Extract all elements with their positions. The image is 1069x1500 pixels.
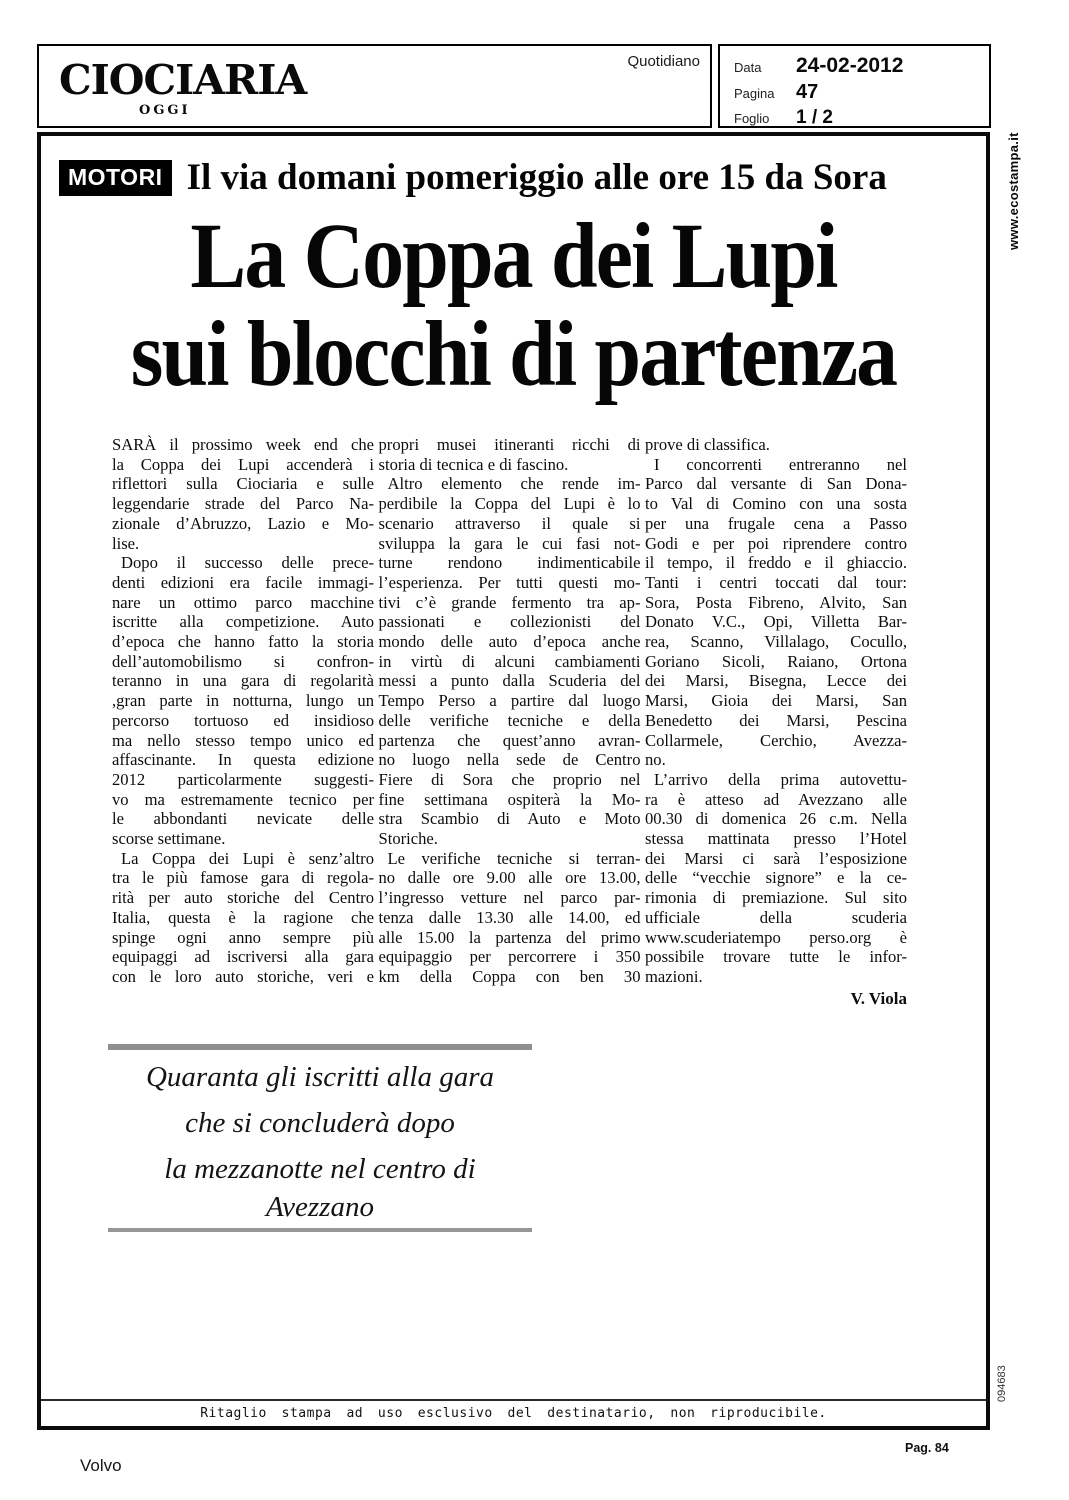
- clipping-code: 094683: [996, 1365, 1008, 1402]
- author-byline: V. Viola: [850, 988, 907, 1008]
- publication-type-label: Quotidiano: [627, 53, 700, 70]
- article-line: Collarmele, Cerchio, Avezza-: [645, 730, 907, 750]
- article-line: con le loro auto storiche, veri e: [112, 966, 374, 986]
- article-line: Sora, Posta Fibreno, Alvito, San: [645, 592, 907, 612]
- article-body: [112, 435, 907, 1009]
- article-line: zionale d’Abruzzo, Lazio e Mo-: [112, 513, 374, 533]
- date-value: 24-02-2012: [796, 54, 904, 77]
- sheet-label: Foglio: [734, 111, 770, 126]
- article-line: partenza che quest’anno avran-: [378, 730, 641, 750]
- article-line: propri musei itineranti ricchi di: [378, 435, 641, 454]
- article-line: dei Marsi ci sarà l’esposizione: [645, 848, 907, 868]
- article-line: sviluppa la gara le cui fasi not-: [378, 533, 641, 553]
- article-line: in virtù di alcuni cambiamenti: [378, 651, 641, 671]
- article-column-2: [379, 435, 641, 1009]
- pull-quote-bottom-rule: [108, 1228, 532, 1232]
- article-line: tra le più famose gara di regola-: [112, 868, 374, 888]
- article-line: d’epoca che hanno fatto la storia: [112, 632, 374, 652]
- article-line: Godi e per poi riprendere contro: [645, 533, 907, 553]
- article-line: Benedetto dei Marsi, Pescina: [645, 710, 907, 730]
- article-line: Tempo Perso a partire dal luogo: [378, 691, 641, 711]
- article-line: mazioni.: [645, 966, 703, 986]
- article-line: Altro elemento che rende im-: [387, 474, 641, 494]
- article-line: storia di tecnica e di fascino.: [378, 454, 569, 474]
- article-line: iscritte alla competizione. Auto: [112, 612, 374, 632]
- article-line: no.: [645, 750, 666, 770]
- article-line: to Val di Comino con una sosta: [645, 494, 907, 514]
- article-line: rimonia di premiazione. Sul sito: [645, 888, 907, 908]
- article-line: leggendarie strade del Parco Na-: [112, 494, 374, 514]
- article-line: perdibile la Coppa del Lupi è lo: [378, 494, 641, 514]
- clipping-meta-box: [718, 44, 991, 128]
- article-line: la Coppa dei Lupi accenderà i: [112, 454, 374, 474]
- article-line: lise.: [112, 533, 140, 553]
- article-line: delle verifiche tecniche e della: [378, 710, 641, 730]
- article-line: teranno in una gara di regolarità: [112, 671, 374, 691]
- masthead-box: [37, 44, 712, 128]
- article-line: mondo delle auto d’epoca anche: [378, 632, 641, 652]
- pull-quote: [108, 1044, 532, 1232]
- article-line: Le verifiche tecniche si terran-: [387, 848, 641, 868]
- article-line: l’esperienza. Per tutti questi mo-: [378, 572, 641, 592]
- meta-row-page: [734, 81, 989, 104]
- article-line: Storiche.: [378, 829, 438, 849]
- article-line: I concorrenti entreranno nel: [654, 454, 907, 474]
- headline-line-1: La Coppa dei Lupi: [190, 205, 837, 308]
- article-line: affascinante. In questa edizione: [112, 750, 374, 770]
- article-line: messi a punto dalla Scuderia del: [378, 671, 641, 691]
- article-line: ra è atteso ad Avezzano alle: [645, 789, 907, 809]
- article-line: dei Marsi, Bisegna, Lecce dei: [645, 671, 907, 691]
- article-line: no luogo nella sede de Centro: [378, 750, 641, 770]
- article-line: tivi c’è grande fermento tra ap-: [378, 592, 641, 612]
- article-line: percorso tortuoso ed insidioso: [112, 710, 374, 730]
- article-line: rea, Scanno, Villalago, Cocullo,: [645, 632, 907, 652]
- article-line: Donato V.C., Opi, Villetta Bar-: [645, 612, 907, 632]
- article-line: Parco dal versante di San Dona-: [645, 474, 907, 494]
- article-line: stessa mattinata presso l’Hotel: [645, 829, 907, 849]
- article-line: 00.30 di domenica 26 c.m. Nella: [645, 809, 907, 829]
- article-line: ma nello stesso tempo unico ed: [112, 730, 374, 750]
- article-line: scenario attraverso il quale si: [378, 513, 641, 533]
- article-line: l’ingresso vetture nel parco par-: [378, 888, 641, 908]
- pull-quote-line-1: Quaranta gli iscritti alla gara: [145, 1061, 495, 1093]
- section-tag: MOTORI: [59, 160, 172, 196]
- article-line: fine settimana ospiterà la Mo-: [378, 789, 641, 809]
- article-line: Dopo il successo delle prece-: [121, 553, 374, 573]
- sheet-value: 1 / 2: [796, 107, 833, 128]
- date-label: Data: [734, 60, 762, 75]
- pull-quote-line-2: che si concluderà dopo: [185, 1107, 455, 1139]
- main-headline: [41, 205, 986, 406]
- article-column-1: [112, 435, 374, 1009]
- headline-line-2: sui blocchi di partenza: [130, 303, 897, 406]
- dossier-page-ref: Pag. 84: [905, 1441, 949, 1455]
- article-line: passionati e collezionisti del: [378, 612, 641, 632]
- article-line: spinge ogni anno sempre più: [112, 927, 374, 947]
- pull-quote-top-rule: [108, 1044, 532, 1050]
- article-line: il tempo, il freddo e il ghiaccio.: [645, 553, 907, 573]
- article-line: alle 15.00 la partenza del primo: [378, 927, 641, 947]
- article-line: rità per auto storiche del Centro: [112, 888, 374, 908]
- article-line: stra Scambio di Auto e Moto: [378, 809, 641, 829]
- article-line: vo ma estremamente tecnico per: [112, 789, 374, 809]
- article-line: Fiere di Sora che proprio nel: [378, 769, 641, 789]
- article-line: equipaggio per percorrere i 350: [378, 947, 641, 967]
- article-line: SARÀ il prossimo week end che: [112, 435, 374, 454]
- article-line: tenza dalle 13.30 alle 14.00, ed: [378, 907, 641, 927]
- kicker-row: [59, 156, 887, 199]
- article-line: turne rendono indimenticabile: [378, 553, 641, 573]
- article-line: nare un ottimo parco macchine: [112, 592, 374, 612]
- pull-quote-line-3: la mezzanotte nel centro di Avezzano: [164, 1153, 476, 1223]
- article-line: riflettori sulla Ciociaria e sulle: [112, 474, 374, 494]
- article-line: ufficiale della scuderia: [645, 907, 907, 927]
- client-name: Volvo: [80, 1456, 122, 1475]
- article-line: Marsi, Gioia dei Marsi, San: [645, 691, 907, 711]
- article-line: Tanti i centri toccati dal tour:: [645, 572, 907, 592]
- meta-row-sheet: [734, 107, 989, 129]
- article-line: per una frugale cena a Passo: [645, 513, 907, 533]
- article-line: equipaggi ad iscriversi alla gara: [112, 947, 374, 967]
- copyright-disclaimer: Ritaglio stampa ad uso esclusivo del destinatario, non riproducibile.: [41, 1399, 986, 1426]
- article-line: possibile trovare tutte le infor-: [645, 947, 907, 967]
- article-line: km della Coppa con ben 30: [378, 966, 641, 986]
- article-line: Goriano Sicoli, Raiano, Ortona: [645, 651, 907, 671]
- article-column-3: [645, 435, 907, 1009]
- article-line: prove di classifica.: [645, 435, 770, 454]
- article-frame: [37, 132, 990, 1430]
- article-line: denti edizioni era facile immagi-: [112, 572, 374, 592]
- ecostampa-watermark: www.ecostampa.it: [1006, 132, 1021, 250]
- article-line: L’arrivo della prima autovettu-: [654, 769, 907, 789]
- article-line: La Coppa dei Lupi è senz’altro: [121, 848, 374, 868]
- article-line: scorse settimane.: [112, 829, 226, 849]
- article-line: dell’automobilismo si confron-: [112, 651, 374, 671]
- article-line: 2012 particolarmente suggesti-: [112, 769, 374, 789]
- page-label: Pagina: [734, 86, 775, 101]
- article-line: no dalle ore 9.00 alle ore 13.00,: [378, 868, 641, 888]
- page-value: 47: [796, 81, 819, 103]
- meta-row-date: [734, 54, 989, 78]
- kicker-headline: Il via domani pomeriggio alle ore 15 da Sora: [186, 157, 887, 198]
- article-line: delle “vecchie signore” e la ce-: [645, 868, 907, 888]
- article-line: le abbondanti nevicate delle: [112, 809, 374, 829]
- article-line: Italia, questa è la ragione che: [112, 907, 374, 927]
- publication-logo-subtitle: OGGI: [139, 103, 191, 118]
- article-line: ,gran parte in notturna, lungo un: [112, 691, 374, 711]
- publication-logo: CIOCIARIA: [59, 56, 307, 104]
- article-line: www.scuderiatempo perso.org è: [645, 927, 907, 947]
